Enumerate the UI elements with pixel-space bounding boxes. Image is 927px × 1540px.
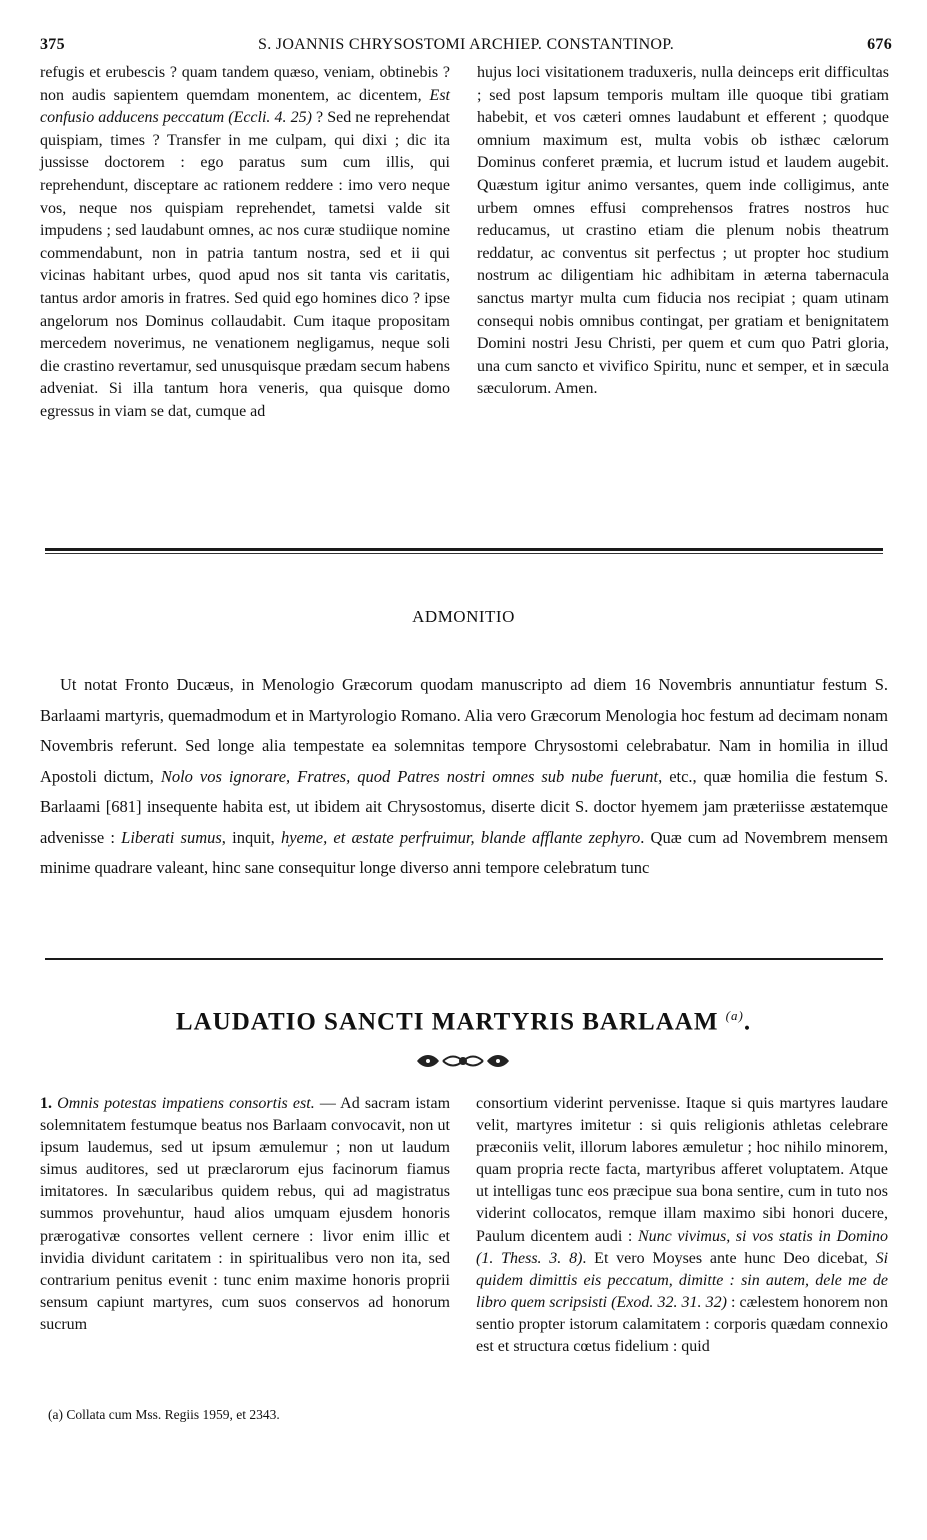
section-number: 1. [40, 1095, 52, 1112]
text-run: consortium viderint pervenisse. Itaque si quis martyres laudare velit, martyres imitetur : si quis religionis athletas celebrare præconiis velit, illorum labores æmuletur ; hoc nihilo minorem, quam propria recte facta, martyribus afferet voluptatem. Atque ut intelligas tunc eos præcipue sua bona sentire, cum in tuto nos viderint collocatos, remque illam maximo sibi honori ducere, Paulum dicentem audi : [476, 1095, 888, 1245]
paragraph [40, 1093, 450, 1336]
quote: Liberati sumus [121, 827, 222, 847]
scripture-quote: Si quidem dimittis eis peccatum, dimitte : sin autem, dele me de libro quem scripsisti [476, 1249, 889, 1311]
text-run: — Ad sacram istam solemnitatem festumque beatus nos Barlaam convocavit, non ut ipsum laudemus, sed ut ipsum æmulemur ; non ut laudum simus auditores, sed ut præclarorum ejus facinorum fiamus imitatores. In sæcularibus quidem rebus, qui ad magistratus summos provehuntur, haud alios umquam ejusdem honoris prærogativæ consortes vellent cernere : livor enim illic et invidia dividunt caritatem : in spiritualibus vero non ita, sed contrarium penitus evenit : tunc enim maxime honoris proprii sensum capiunt martyres, cum suos conservos ad honorum sucrum [40, 1095, 451, 1333]
text-run: Ut notat Fronto Ducæus, in Menologio Græcorum quodam manuscripto ad diem 16 Novembris annuntiatur festum S. Barlaami martyris, quemadmodum et in Martyrologio Romano. Alia vero Græcorum Menologia hoc festum ad decimam nonam Novembris referunt. Sed longe alia tempestate ea solemnitas tempore Chrysostomi celebrabatur. Nam in homilia in illud Apostoli dictum, [40, 675, 888, 786]
text-run: , etc., quæ homilia die festum S. Barlaami [681] insequente habita est, ut ibidem ait Chrysostomus, diserte dicit S. doctor hyemem jam præteriisse æstatemque advenisse : [40, 766, 889, 847]
top-left-column [40, 62, 450, 424]
section-divider-thin [45, 553, 883, 554]
section-divider-bottom [45, 958, 883, 960]
bottom-left-column [40, 1093, 450, 1336]
scripture-quote: Est confusio adducens peccatum [40, 86, 450, 127]
paragraph: hujus loci visitationem traduxeris, nulla deinceps erit difficultas ; sed post lapsum temporis multam ille quoque tibi gratiam habebit, et vos cæteri omnes laudabunt et efferent ; quodque omnium maximum est, multa vobis ob isthæc cælorum Dominus conferet præmia, et lucrum istud et laudem augebit. Quæstum igitur animo versantes, quem inde colligimus, ante urbem omnes effusi comprehensos fratres nostros huc reducamus, ut crastino etiam die plenum nobis theatrum reddatur, ac conventus sit perfectus ; ut propter hoc studium nostrum ac diligentiam hic adhibitam in æterna tabernacula sanctus martyr multa cum fiducia nos recipiat ; quam utinam consequi nobis omnibus contingat, per gratiam et benignitatem Domini nostri Jesu Christi, per quem et cum quo Patri gloria, una cum sancto et vivifico Spiritu, nunc et semper, et in sæcula sæculorum. Amen. [477, 64, 889, 398]
title-end: . [743, 1008, 752, 1036]
page-number-right: 676 [867, 36, 892, 53]
footnote-mark: (a) [725, 1008, 744, 1023]
footnote-text: Collata cum Mss. Regiis 1959, et 2343. [62, 1407, 280, 1422]
text-run: refugis et erubescis ? quam tandem quæso, veniam, obtinebis ? non audis sapientem quemdam monentem, ac dicentem, [40, 64, 450, 104]
title-text: LAUDATIO SANCTI MARTYRIS BARLAAM [175, 1008, 719, 1036]
scripture-reference: (Eccli. 4. 25) [224, 109, 312, 127]
text-run: ? Sed ne reprehendat quispiam, times ? Transfer in me culpam, qui dixi ; dic ita jussisse doctorem : ego paratus sum cum illis, qui reprehendunt, disceptare ac rationem reddere : imo vero neque vos, neque nos quispiam reprehendet, tametsi valde sit impudens ; sed laudabunt omnes, ac nos curæ studiique nomine commendabunt, non in patria tantum nostra, sed et ii qui vicinas habitant urbes, quod apud nos sit tanta vis caritatis, tantus ardor amoris in fratres. Sed quid ego homines dico ? ipse angelorum nos Dominus collaudabit. Cum itaque propositam mercedem noverimus, ne venationem negligamus, neque soli die crastino revertamur, sed unusquisque prædam secum habens adveniat. Si illa tantum hora veneris, qua quisque domo egressus in viam se dat, cumque ad [40, 109, 451, 420]
admonitio-heading: ADMONITIO [412, 607, 515, 626]
footnote [48, 1407, 448, 1423]
text-run: , inquit, [221, 827, 281, 847]
page-number-left: 375 [40, 36, 65, 53]
text-run: : cælestem honorem non sentio propter istorum calamitatem : corporis quædam connexio est et structura cœtus fidelium : quid [476, 1293, 889, 1356]
text-run: . Et vero Moyses ante hunc Deo dicebat, [582, 1249, 876, 1267]
quote: hyeme, et æstate perfruimur, blande afflante zephyro [280, 827, 641, 847]
scripture-quote: Nunc vivimus, si vos statis in Domino [637, 1227, 888, 1245]
paragraph [40, 670, 888, 884]
section-divider-top [45, 548, 883, 551]
scripture-quote: Nolo vos ignorare, Fratres, quod Patres nostri omnes sub nube fuerunt [160, 766, 659, 786]
printer-ornament-icon [413, 1050, 513, 1072]
homily-title [0, 1008, 927, 1036]
text-run: . Quæ cum ad Novembrem mensem minime quadrare valeant, hinc sane consequitur longe diverso anni tempore celebratum tunc [40, 827, 888, 877]
running-header [40, 36, 892, 60]
section-heading: Omnis potestas impatiens consortis est. [52, 1095, 315, 1112]
scripture-reference: (1. Thess. 3. 8) [476, 1249, 583, 1267]
bottom-right-column [476, 1093, 888, 1358]
footnote-mark: (a) [48, 1407, 63, 1422]
top-right-column [477, 62, 889, 401]
admonitio-body [40, 670, 888, 884]
running-title: S. JOANNIS CHRYSOSTOMI ARCHIEP. CONSTANTINOP. [258, 36, 674, 53]
scripture-reference: (Exod. 32. 31. 32) [607, 1293, 727, 1311]
paragraph [476, 1093, 888, 1358]
paragraph [40, 62, 450, 424]
